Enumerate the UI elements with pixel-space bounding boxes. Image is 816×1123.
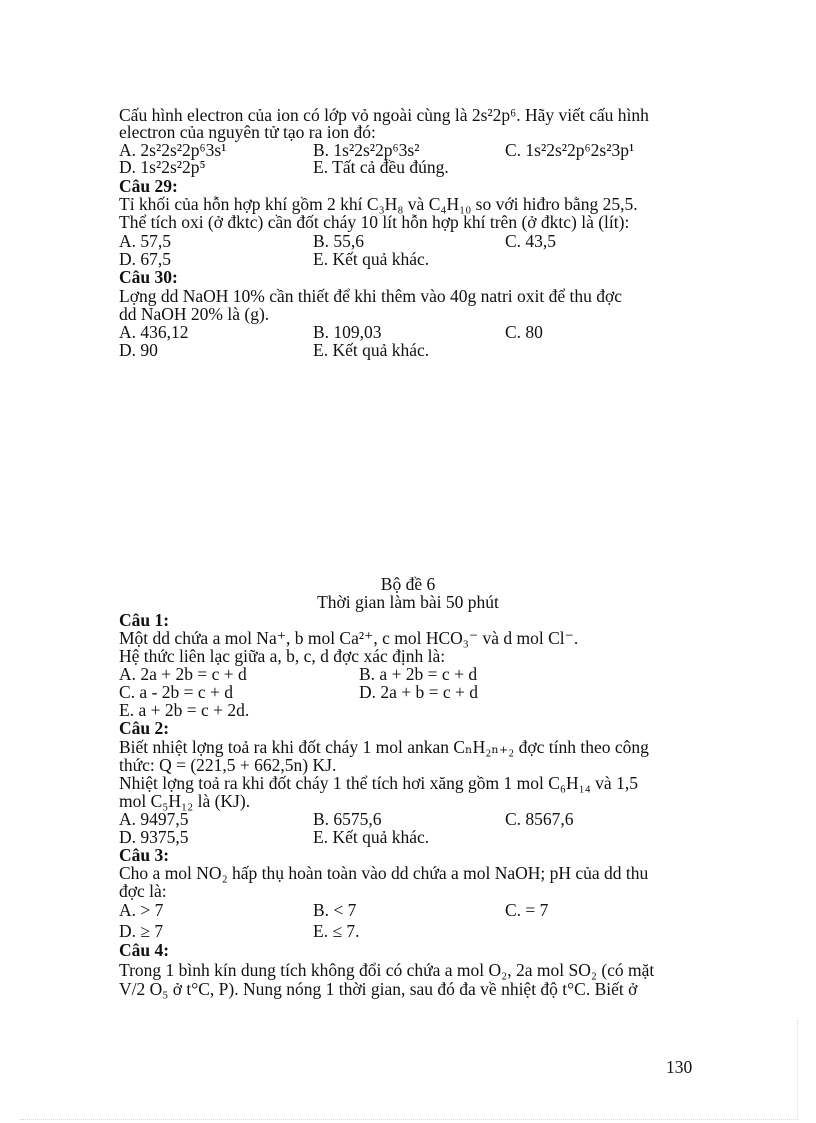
answer-row	[119, 809, 574, 829]
answer-row	[119, 900, 549, 920]
option-a: A. 2s²2s²2p⁶3s¹	[119, 140, 227, 160]
option-d: D. ≥ 7	[119, 921, 164, 941]
page-number: 130	[666, 1057, 693, 1077]
option-b: B. 55,6	[313, 231, 365, 251]
option-a: A. 9497,5	[119, 809, 189, 829]
option-a: A. 436,12	[119, 322, 189, 342]
option-c: C. = 7	[505, 900, 549, 920]
option-e: E. Kết quả khác.	[313, 340, 430, 360]
option-a: A. > 7	[119, 900, 164, 920]
option-d: D. 90	[119, 340, 158, 360]
option-b: B. 1s²2s²2p⁶3s²	[313, 140, 420, 160]
question-text: thức: Q = (221,5 + 662,5n) KJ.	[119, 755, 337, 775]
question-text: Cho a mol NO₂ hấp thụ hoàn toàn vào dd chứa a mol NaOH; pH của dd thu	[119, 863, 649, 883]
option-e: E. ≤ 7.	[313, 921, 360, 941]
question-text: Tỉ khối của hỗn hợp khí gồm 2 khí C₃H₈ và C₄H₁₀ so với hiđro bằng 25,5.	[119, 194, 638, 214]
question-title: Câu 3:	[119, 845, 170, 865]
question-text: Lợng dd NaOH 10% cần thiết để khi thêm vào 40g natri oxit để thu đợc	[119, 286, 623, 306]
answer-row	[119, 340, 430, 360]
question-title: Câu 4:	[119, 940, 170, 960]
option-e: E. a + 2b = c + 2d.	[119, 700, 250, 720]
option-a: A. 57,5	[119, 231, 172, 251]
option-e: E. Kết quả khác.	[313, 827, 430, 847]
question-text: Trong 1 bình kín dung tích không đổi có chứa a mol O₂, 2a mol SO₂ (có mặt	[119, 960, 655, 980]
question-title: Câu 2:	[119, 718, 170, 738]
option-d: D. 67,5	[119, 249, 172, 269]
option-c: C. 8567,6	[505, 809, 574, 829]
page-border	[20, 1119, 796, 1120]
question-text: đợc là:	[119, 881, 167, 901]
answer-row	[119, 249, 430, 269]
question-title: Câu 30:	[119, 267, 178, 287]
question-text: electron của nguyên tử tạo ra ion đó:	[119, 122, 376, 142]
option-c: C. a - 2b = c + d	[119, 682, 234, 702]
option-c: C. 1s²2s²2p⁶2s²3p¹	[505, 140, 635, 160]
option-b: B. a + 2b = c + d	[359, 664, 478, 684]
section-subtitle: Thời gian làm bài 50 phút	[317, 592, 499, 612]
question-text: Biết nhiệt lợng toả ra khi đốt cháy 1 mol ankan CₙH₂ₙ₊₂ đợc tính theo công	[119, 737, 649, 757]
option-b: B. < 7	[313, 900, 357, 920]
option-b: B. 6575,6	[313, 809, 382, 829]
page-border	[797, 1020, 798, 1120]
question-text: Cấu hình electron của ion có lớp vỏ ngoài cùng là 2s²2p⁶. Hãy viết cấu hình	[119, 105, 649, 125]
option-c: C. 43,5	[505, 231, 557, 251]
option-e: E. Kết quả khác.	[313, 249, 430, 269]
question-text: V/2 O₅ ở t°C, P). Nung nóng 1 thời gian, sau đó đa về nhiệt độ t°C. Biết ở	[119, 979, 638, 999]
question-text: mol C₅H₁₂ là (KJ).	[119, 791, 251, 811]
answer-row	[119, 322, 543, 342]
answer-row	[119, 701, 249, 719]
question-title: Câu 1:	[119, 610, 170, 630]
question-text: Hệ thức liên lạc giữa a, b, c, d đợc xác định là:	[119, 646, 446, 666]
answer-row	[119, 827, 430, 847]
option-e: E. Tất cả đều đúng.	[313, 157, 449, 177]
question-text: dd NaOH 20% là (g).	[119, 304, 270, 324]
option-d: D. 2a + b = c + d	[359, 682, 479, 702]
option-d: D. 9375,5	[119, 827, 189, 847]
answer-row	[119, 231, 557, 251]
option-d: D. 1s²2s²2p⁵	[119, 157, 206, 177]
answer-row	[119, 157, 449, 177]
answer-row	[119, 682, 479, 702]
question-text: Thể tích oxi (ở đktc) cần đốt cháy 10 lít hỗn hợp khí trên (ở đktc) là (lít):	[119, 212, 630, 232]
question-text: Một dd chứa a mol Na⁺, b mol Ca²⁺, c mol HCO₃⁻ và d mol Cl⁻.	[119, 628, 579, 648]
option-a: A. 2a + 2b = c + d	[119, 664, 247, 684]
question-title: Câu 29:	[119, 176, 178, 196]
section-title: Bộ đề 6	[380, 574, 436, 594]
option-c: C. 80	[505, 322, 543, 342]
answer-row	[119, 664, 478, 684]
question-text: Nhiệt lợng toả ra khi đốt cháy 1 thể tích hơi xăng gồm 1 mol C₆H₁₄ và 1,5	[119, 773, 638, 793]
answer-row	[119, 921, 360, 941]
option-b: B. 109,03	[313, 322, 382, 342]
